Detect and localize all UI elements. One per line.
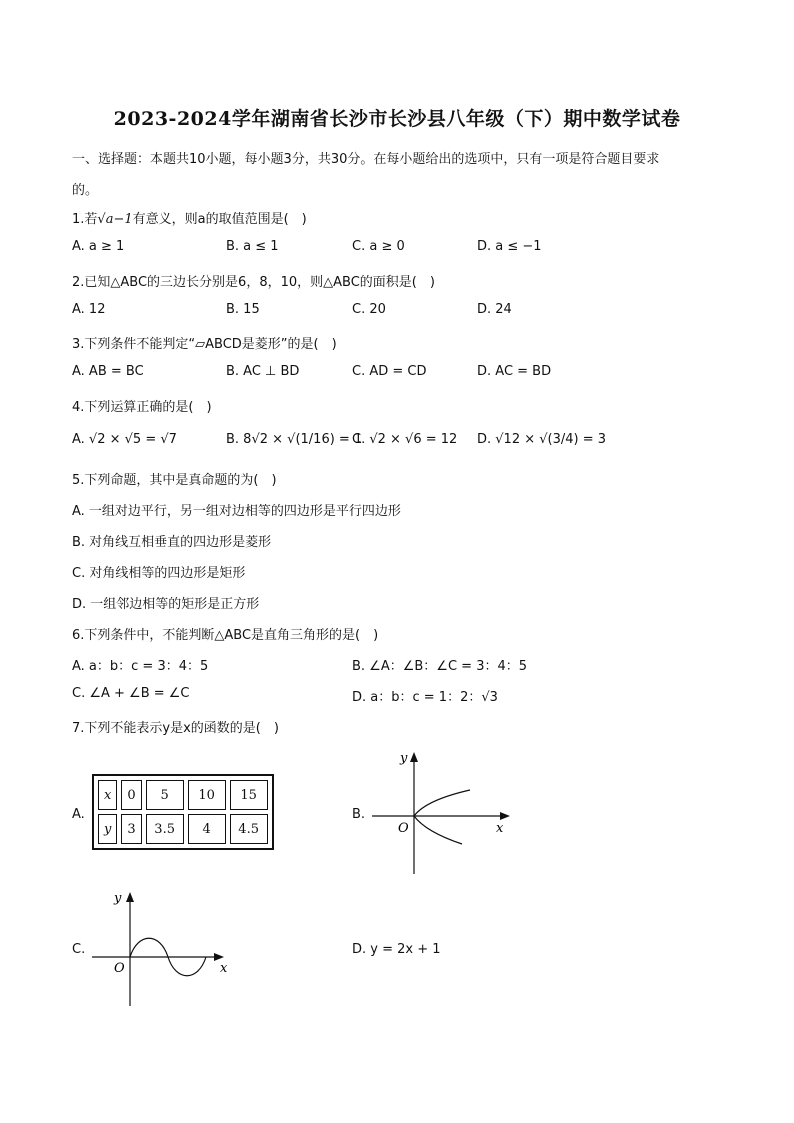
question-5-option-d[interactable]: D. 一组邻边相等的矩形是正方形: [72, 597, 260, 612]
question-5-option-c[interactable]: C. 对角线相等的四边形是矩形: [72, 566, 246, 581]
y-axis-arrow-icon: [410, 752, 418, 762]
question-6-option-c[interactable]: C. ∠A + ∠B = ∠C: [72, 686, 190, 701]
x-axis-label: x: [496, 821, 504, 836]
y-axis-label: y: [400, 751, 408, 766]
question-1-option-d[interactable]: D. a ≤ −1: [477, 239, 542, 254]
question-7-stem: 7.下列不能表示y是x的函数的是( ): [72, 721, 279, 736]
table-cell: 0: [121, 780, 141, 810]
question-7-option-a[interactable]: A.: [72, 807, 85, 822]
question-7-option-b[interactable]: B.: [352, 807, 366, 822]
question-7-option-c[interactable]: C.: [72, 942, 86, 957]
table-row-x: [98, 780, 268, 810]
table-cell: 4: [188, 814, 226, 844]
table-cell: y: [98, 814, 117, 844]
question-4-option-c[interactable]: C. √2 × √6 = 12: [352, 432, 458, 447]
question-6-option-b[interactable]: B. ∠A：∠B：∠C = 3：4：5: [352, 659, 528, 674]
question-7-graph-c: [90, 888, 240, 1010]
parabola-curve: [414, 790, 470, 844]
question-1-stem: 1.若√a−1有意义，则a的取值范围是( ): [72, 212, 307, 227]
table-cell: 3.5: [146, 814, 184, 844]
question-3-option-c[interactable]: C. AD = CD: [352, 364, 427, 379]
question-4-option-d[interactable]: D. √12 × √(3/4) = 3: [477, 432, 607, 447]
y-axis-arrow-icon: [126, 892, 134, 902]
question-3-option-a[interactable]: A. AB = BC: [72, 364, 144, 379]
question-7-value-table-wrap: [92, 774, 274, 850]
question-1-option-c[interactable]: C. a ≥ 0: [352, 239, 405, 254]
question-2-option-d[interactable]: D. 24: [477, 302, 512, 317]
question-3-option-d[interactable]: D. AC = BD: [477, 364, 552, 379]
table-cell: 10: [188, 780, 226, 810]
x-axis-arrow-icon: [500, 812, 510, 820]
question-4-option-a[interactable]: A. √2 × √5 = √7: [72, 432, 177, 447]
x-axis-label: x: [220, 961, 228, 976]
question-5-option-b[interactable]: B. 对角线互相垂直的四边形是菱形: [72, 535, 272, 550]
question-7-option-d[interactable]: D. y = 2x + 1: [352, 942, 441, 957]
table-cell: 4.5: [230, 814, 268, 844]
question-1-radical: √a−1: [97, 212, 133, 227]
y-axis-label: y: [114, 891, 122, 906]
question-6-option-d[interactable]: D. a：b：c = 1：2：√3: [352, 690, 498, 705]
section-instructions-line2: 的。: [72, 183, 99, 198]
table-row-y: [98, 814, 268, 844]
question-1-option-a[interactable]: A. a ≥ 1: [72, 239, 125, 254]
question-7-graph-b: [366, 748, 516, 878]
page-title: 2023-2024学年湖南省长沙市长沙县八年级（下）期中数学试卷: [113, 108, 681, 130]
question-2-option-a[interactable]: A. 12: [72, 302, 106, 317]
table-cell: x: [98, 780, 117, 810]
question-2-stem: 2.已知△ABC的三边长分别是6，8，10，则△ABC的面积是( ): [72, 275, 435, 290]
question-5-option-a[interactable]: A. 一组对边平行，另一组对边相等的四边形是平行四边形: [72, 504, 401, 519]
section-instructions-line1: 一、选择题：本题共10小题，每小题3分，共30分。在每小题给出的选项中，只有一项是符合题目要求: [72, 152, 660, 167]
table-cell: 15: [230, 780, 268, 810]
question-6-stem: 6.下列条件中，不能判断△ABC是直角三角形的是( ): [72, 628, 379, 643]
origin-label: O: [398, 821, 409, 836]
table-cell: 3: [121, 814, 141, 844]
question-2-option-b[interactable]: B. 15: [226, 302, 260, 317]
question-5-stem: 5.下列命题，其中是真命题的为( ): [72, 473, 277, 488]
question-2-option-c[interactable]: C. 20: [352, 302, 386, 317]
origin-label: O: [114, 961, 125, 976]
x-axis-arrow-icon: [214, 953, 224, 961]
question-3-option-b[interactable]: B. AC ⊥ BD: [226, 364, 300, 379]
question-3-stem: 3.下列条件不能判定“▱ABCD是菱形”的是( ): [72, 337, 337, 352]
question-6-option-a[interactable]: A. a：b：c = 3：4：5: [72, 659, 209, 674]
question-1-option-b[interactable]: B. a ≤ 1: [226, 239, 279, 254]
question-7-value-table: [92, 774, 274, 850]
table-cell: 5: [146, 780, 184, 810]
question-4-stem: 4.下列运算正确的是( ): [72, 400, 212, 415]
question-4-option-b[interactable]: B. 8√2 × √(1/16) = 1: [226, 432, 363, 447]
